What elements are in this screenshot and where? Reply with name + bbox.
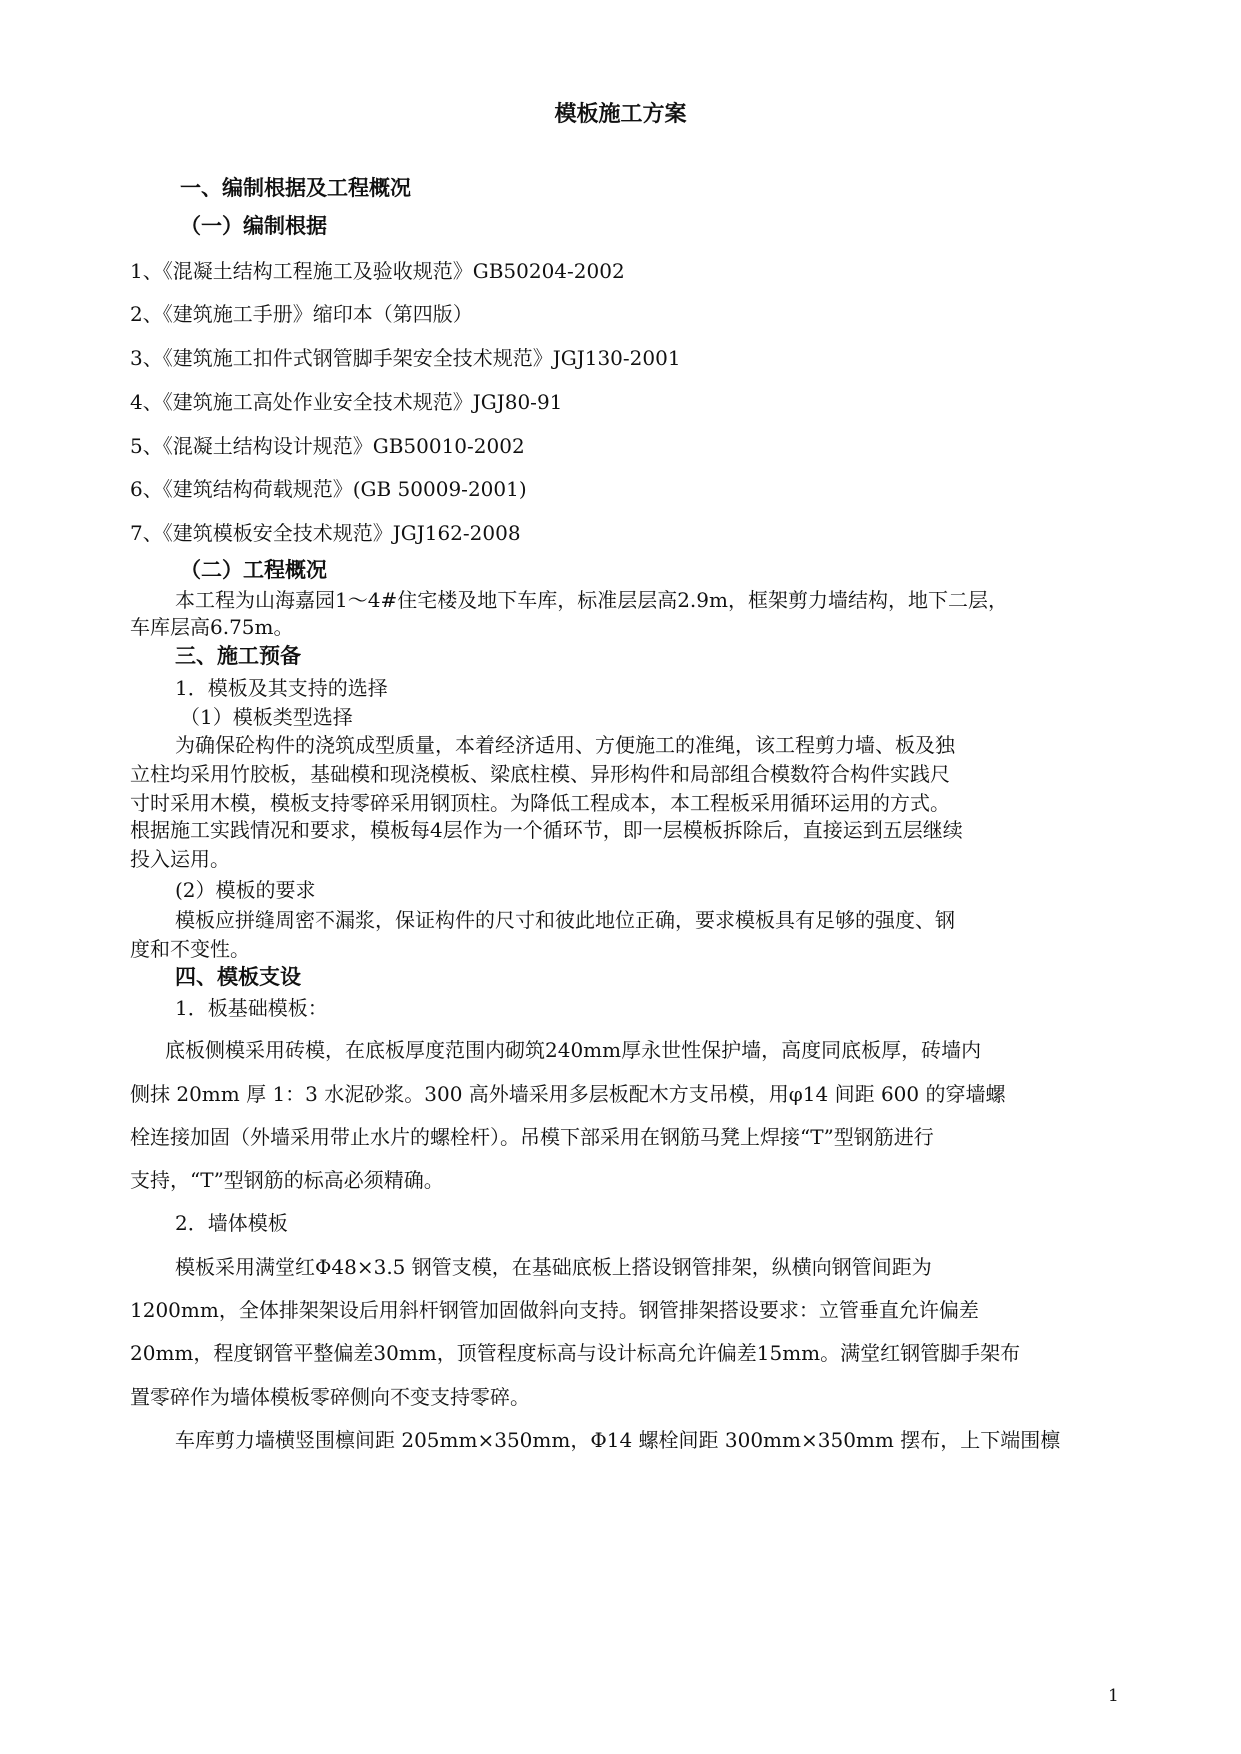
paragraph-line: 根据施工实践情况和要求，模板每4层作为一个循环节，即一层模板拆除后，直接运到五层继续 bbox=[130, 818, 963, 842]
reference-item: 2、《建筑施工手册》缩印本（第四版） bbox=[130, 302, 473, 326]
paragraph-line: 置零碎作为墙体模板零碎侧向不变支持零碎。 bbox=[130, 1385, 530, 1409]
item-subheading: （1）模板类型选择 bbox=[180, 705, 353, 729]
reference-item: 7、《建筑模板安全技术规范》JGJ162-2008 bbox=[130, 521, 521, 545]
paragraph-line: 模板应拼缝周密不漏浆，保证构件的尺寸和彼此地位正确，要求模板具有足够的强度、钢 bbox=[175, 908, 955, 932]
paragraph-line: 为确保砼构件的浇筑成型质量，本着经济适用、方便施工的准绳，该工程剪力墙、板及独 bbox=[175, 733, 955, 757]
paragraph-line: 20mm，程度钢管平整偏差30mm，顶管程度标高与设计标高允许偏差15mm。满堂红钢管脚手架布 bbox=[130, 1341, 1021, 1365]
reference-item: 3、《建筑施工扣件式钢管脚手架安全技术规范》JGJ130-2001 bbox=[130, 346, 681, 370]
item-subheading: (2）模板的要求 bbox=[175, 878, 316, 902]
paragraph-line: 本工程为山海嘉园1～4#住宅楼及地下车库，标准层层高2.9m，框架剪力墙结构，地下二层， bbox=[175, 588, 1008, 612]
paragraph-line: 侧抹 20mm 厚 1：3 水泥砂浆。300 高外墙采用多层板配木方支吊模，用φ14 间距 600 的穿墙螺 bbox=[130, 1082, 1006, 1106]
subsection-heading-basis: （一）编制根据 bbox=[180, 213, 327, 238]
item-heading: 1．板基础模板： bbox=[175, 996, 328, 1020]
paragraph-line: 底板侧模采用砖模，在底板厚度范围内砌筑240mm厚永世性保护墙，高度同底板厚，砖墙内 bbox=[165, 1038, 982, 1062]
paragraph-line: 立柱均采用竹胶板，基础模和现浇模板、梁底柱模、异形构件和局部组合模数符合构件实践尺 bbox=[130, 762, 950, 786]
item-heading: 1．模板及其支持的选择 bbox=[175, 676, 388, 700]
reference-item: 5、《混凝土结构设计规范》GB50010-2002 bbox=[130, 434, 525, 458]
page-number: 1 bbox=[1108, 1686, 1119, 1706]
reference-item: 4、《建筑施工高处作业安全技术规范》JGJ80-91 bbox=[130, 390, 563, 414]
paragraph-line: 度和不变性。 bbox=[130, 937, 250, 961]
paragraph-line: 车库层高6.75m。 bbox=[130, 615, 294, 639]
section-heading-1: 一、编制根据及工程概况 bbox=[180, 175, 411, 200]
section-heading-3: 三、施工预备 bbox=[175, 643, 301, 668]
reference-item: 1、《混凝土结构工程施工及验收规范》GB50204-2002 bbox=[130, 259, 625, 283]
paragraph-line: 1200mm，全体排架架设后用斜杆钢管加固做斜向支持。钢管排架搭设要求：立管垂直允许偏差 bbox=[130, 1298, 979, 1322]
paragraph-line: 模板采用满堂红Φ48×3.5 钢管支模，在基础底板上搭设钢管排架，纵横向钢管间距为 bbox=[175, 1255, 932, 1279]
subsection-heading-overview: （二）工程概况 bbox=[180, 557, 327, 582]
page-title: 模板施工方案 bbox=[554, 101, 687, 127]
paragraph-line: 车库剪力墙横竖围檩间距 205mm×350mm，Φ14 螺栓间距 300mm×350mm 摆布，上下端围檩 bbox=[175, 1428, 1061, 1452]
item-heading: 2．墙体模板 bbox=[175, 1211, 288, 1235]
paragraph-line: 寸时采用木模，模板支持零碎采用钢顶柱。为降低工程成本，本工程板采用循环运用的方式。 bbox=[130, 791, 950, 815]
reference-item: 6、《建筑结构荷载规范》(GB 50009-2001) bbox=[130, 477, 527, 501]
paragraph-line: 投入运用。 bbox=[130, 847, 230, 871]
section-heading-4: 四、模板支设 bbox=[175, 964, 301, 989]
paragraph-line: 支持，“T”型钢筋的标高必须精确。 bbox=[130, 1168, 444, 1192]
paragraph-line: 栓连接加固（外墙采用带止水片的螺栓杆）。吊模下部采用在钢筋马凳上焊接“T”型钢筋进行 bbox=[130, 1125, 934, 1149]
